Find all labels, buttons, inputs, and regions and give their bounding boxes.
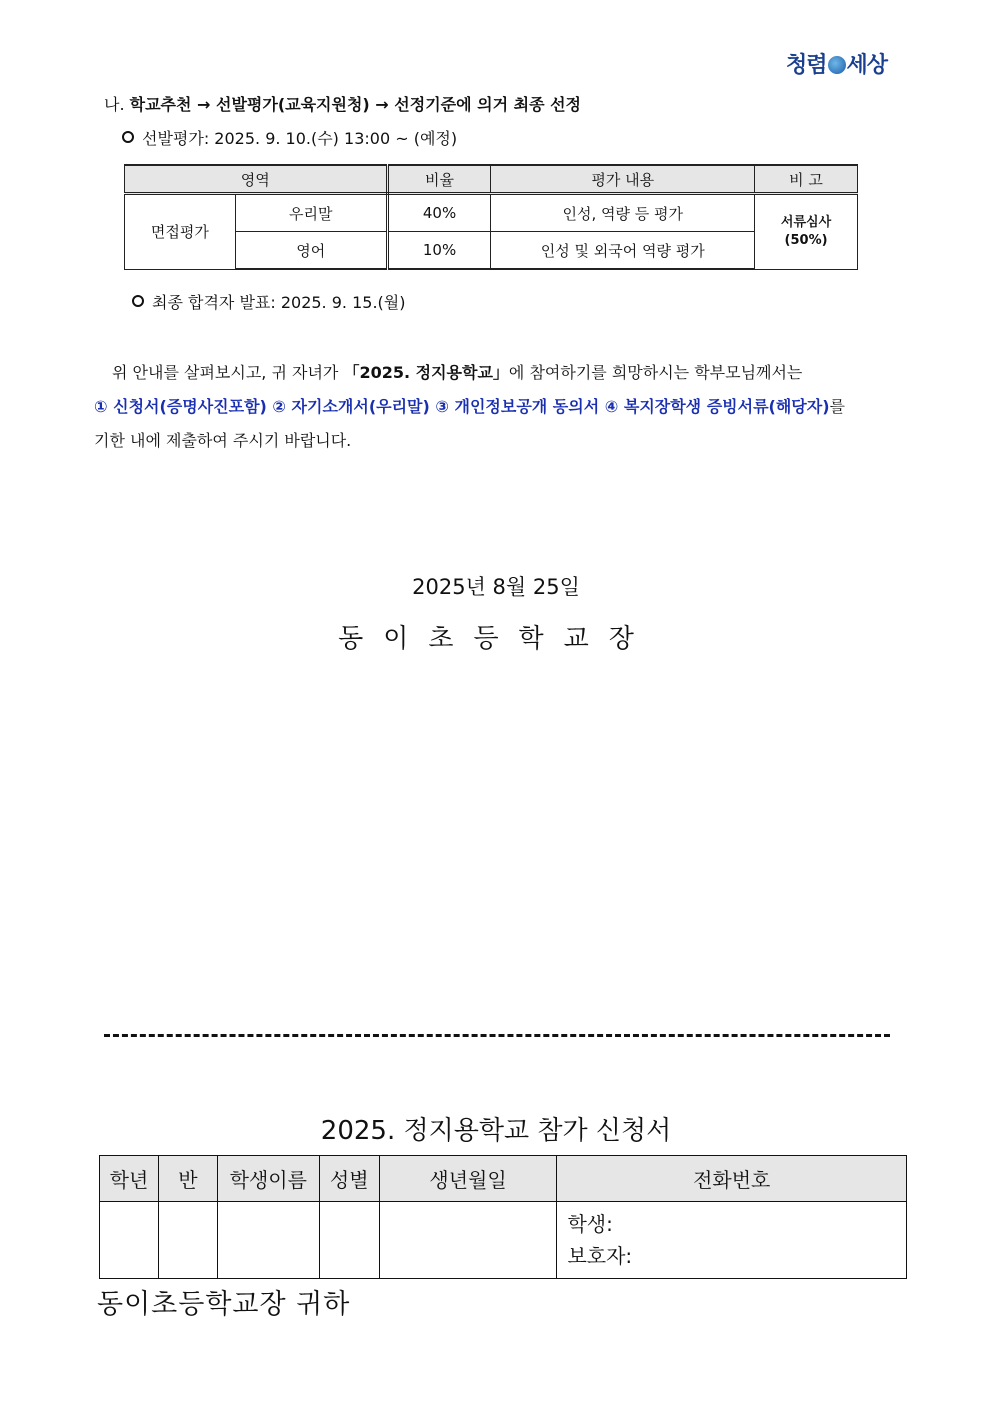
eval-note-line2: (50%) [784, 232, 828, 248]
eval-ratio: 40% [387, 194, 491, 232]
form-header-birthdate: 생년월일 [379, 1156, 557, 1202]
eval-header-row [125, 165, 858, 194]
cut-line [104, 1034, 890, 1037]
eval-header-ratio: 비율 [387, 165, 491, 194]
form-header-name: 학생이름 [217, 1156, 319, 1202]
eval-header-area: 영역 [125, 165, 388, 194]
eval-header-note: 비 고 [755, 165, 858, 194]
eval-row [125, 232, 858, 270]
eval-note-line1: 서류심사 [780, 214, 832, 230]
addressee: 동이초등학교장 귀하 [97, 1289, 351, 1320]
circle-bullet-icon [122, 131, 134, 143]
logo-text-right: 세상 [846, 52, 888, 78]
paragraph-part1: 위 안내를 살펴보시고, 귀 자녀가 [112, 363, 344, 382]
grade-field[interactable] [100, 1202, 159, 1279]
paragraph-line-2 [94, 390, 914, 424]
eval-note [755, 194, 858, 270]
required-documents: ① 신청서(증명사진포함) ② 자기소개서(우리말) ③ 개인정보공개 동의서 ④ 복지장학생 증빙서류(해당자) [94, 397, 830, 416]
paragraph-part3: 를 [829, 397, 845, 416]
program-name: 「2025. 정지용학교」 [343, 363, 509, 382]
eval-ratio: 10% [387, 232, 491, 270]
phone-field[interactable] [557, 1202, 907, 1279]
selection-eval-text: 선발평가: 2025. 9. 10.(수) 13:00 ~ (예정) [142, 129, 458, 148]
instruction-paragraph [94, 356, 914, 458]
paragraph-line-3: 기한 내에 제출하여 주시기 바랍니다. [94, 431, 352, 450]
paragraph-line-1 [94, 356, 914, 390]
eval-category: 면접평가 [125, 194, 236, 270]
final-announce-text: 최종 합격자 발표: 2025. 9. 15.(월) [152, 293, 406, 312]
logo [786, 48, 887, 79]
principal-signature: 동이초등학교장 [338, 624, 654, 654]
globe-icon [828, 56, 846, 74]
class-field[interactable] [158, 1202, 217, 1279]
eval-area: 우리말 [235, 194, 387, 232]
form-header-phone: 전화번호 [557, 1156, 907, 1202]
form-header-grade: 학년 [100, 1156, 159, 1202]
form-header-row [100, 1156, 907, 1202]
gender-field[interactable] [319, 1202, 379, 1279]
evaluation-table [124, 164, 858, 270]
step-text: 학교추천 → 선발평가(교육지원청) → 선정기준에 의거 최종 선정 [129, 95, 582, 114]
selection-step [104, 92, 581, 115]
phone-student-label: 학생: [567, 1212, 613, 1236]
form-header-class: 반 [158, 1156, 217, 1202]
phone-guardian-label: 보호자: [567, 1244, 633, 1268]
eval-area: 영어 [235, 232, 387, 270]
eval-content: 인성 및 외국어 역량 평가 [491, 232, 755, 270]
student-name-field[interactable] [217, 1202, 319, 1279]
eval-row [125, 194, 858, 232]
eval-content: 인성, 역량 등 평가 [491, 194, 755, 232]
birthdate-field[interactable] [379, 1202, 557, 1279]
form-header-gender: 성별 [319, 1156, 379, 1202]
eval-header-content: 평가 내용 [491, 165, 755, 194]
selection-eval-line [122, 126, 457, 149]
document-date: 2025년 8월 25일 [412, 575, 580, 599]
final-announce-line [132, 290, 405, 313]
form-input-row [100, 1202, 907, 1279]
application-form-table [99, 1155, 907, 1279]
step-prefix: 나. [104, 95, 130, 114]
paragraph-part2: 에 참여하기를 희망하시는 학부모님께서는 [508, 363, 803, 382]
logo-text-left: 청렴 [786, 52, 827, 78]
form-title: 2025. 정지용학교 참가 신청서 [320, 1116, 672, 1146]
circle-bullet-icon [132, 295, 144, 307]
